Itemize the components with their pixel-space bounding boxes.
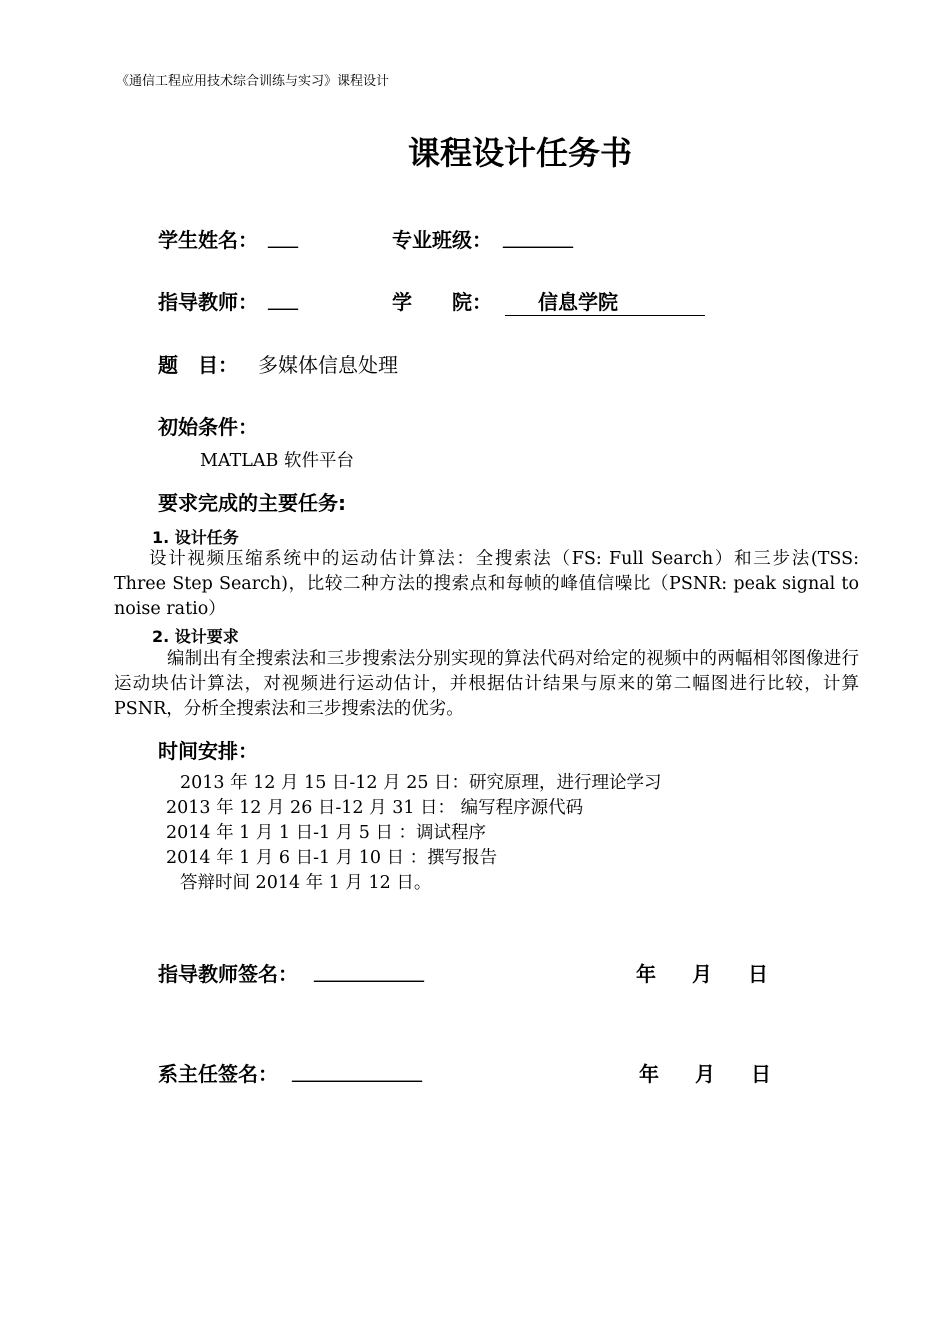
schedule-line: 答辩时间 2014 年 1 月 12 日。 [180,873,432,893]
head-date-day: 日 [751,1062,771,1086]
teacher-date-year: 年 [636,962,656,986]
teacher-value: ___ [268,286,298,310]
schedule-line: 2014 年 1 月 1 日-1 月 5 日 ：调试程序 [166,823,487,843]
head-signature-line: _____________ [292,1058,422,1082]
task-2-text: 编制出有全搜索法和三步搜索法分别实现的算法代码对给定的视频中的两幅相邻图像进行运动块估计算法，对视频进行运动估计，并根据估计结果与原来的第二幅图进行比较，计算 PSNR，分析全搜索法和三步搜索法的优劣。 [114,649,859,719]
head-date-month: 月 [695,1062,715,1086]
student-name-value: ___ [268,224,298,248]
conditions-heading: 初始条件： [158,415,258,439]
task-1-title: 1. 设计任务 [152,528,239,547]
class-label: 专业班级： [392,228,492,252]
task-2-title: 2. 设计要求 [152,627,239,646]
schedule-line: 2013 年 12 月 15 日-12 月 25 日：研究原理，进行理论学习 [180,773,662,793]
teacher-date-day: 日 [748,962,768,986]
conditions-text: MATLAB 软件平台 [200,451,354,471]
topic-value: 多媒体信息处理 [258,353,398,377]
task-1-text: 设计视频压缩系统中的运动估计算法：全搜索法（FS: Full Search）和三步法(TSS: Three Step Search)，比较二种方法的搜索点和每帧的峰值信噪比（PSNR: peak signal to noise ratio） [114,549,859,619]
document-title: 课程设计任务书 [407,134,632,172]
schedule-heading: 时间安排： [158,739,258,763]
page-header: 《通信工程应用技术综合训练与实习》课程设计 [116,74,390,89]
schedule-line: 2013 年 12 月 26 日-12 月 31 日： 编写程序源代码 [166,798,584,818]
topic-label: 题 目： [158,353,238,377]
teacher-signature-line: ___________ [314,958,424,982]
schedule-line: 2014 年 1 月 6 日-1 月 10 日 ：撰写报告 [166,848,498,868]
teacher-signature-label: 指导教师签名： [158,962,298,986]
teacher-date-month: 月 [692,962,712,986]
head-signature-label: 系主任签名： [158,1062,278,1086]
class-value: _______ [503,224,573,248]
student-name-label: 学生姓名： [158,228,258,252]
college-value: 信息学院 [505,286,705,316]
college-label: 学 院： [392,290,492,314]
teacher-label: 指导教师： [158,290,258,314]
head-date-year: 年 [639,1062,659,1086]
tasks-heading: 要求完成的主要任务: [158,491,346,515]
